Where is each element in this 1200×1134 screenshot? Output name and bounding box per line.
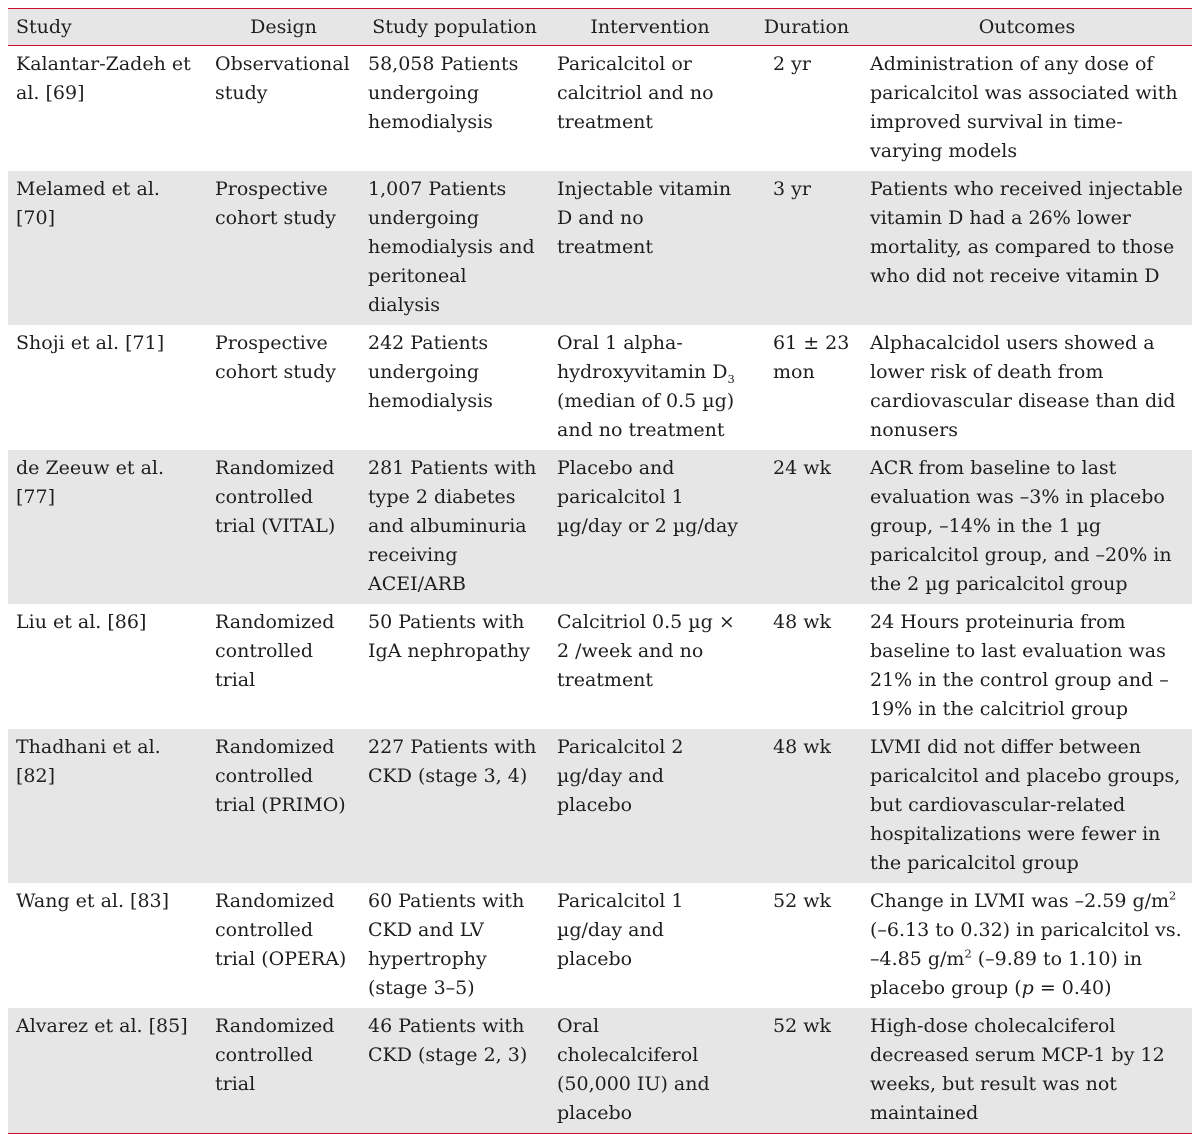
subscript-3: 3: [727, 371, 735, 386]
cell-outcomes: ACR from baseline to last evaluation was –3% in placebo group, –14% in the 1 µg paricalcitol group, and –20% in the 2 µg paricalcitol group: [870, 457, 1172, 595]
cell-design: Observational study: [215, 53, 350, 104]
table-row: [8, 450, 1192, 604]
header-row: [8, 9, 1192, 46]
header-intervention: Intervention: [590, 15, 710, 38]
outcomes-text-d: = 0.40): [1033, 977, 1112, 999]
cell-design: Prospective cohort study: [215, 332, 337, 383]
superscript-2: 2: [964, 946, 972, 961]
table-row: [8, 325, 1192, 450]
cell-duration: 2 yr: [773, 53, 811, 75]
table-row: [8, 729, 1192, 883]
cell-outcomes: Administration of any dose of paricalcitol was associated with improved survival in time-varying models: [870, 53, 1178, 162]
cell-study: Alvarez et al. [85]: [16, 1015, 188, 1037]
cell-design: Randomized controlled trial: [215, 611, 335, 691]
header-population: Study population: [372, 15, 537, 38]
outcomes-text-c: (–9.89 to 1.10) in placebo group (: [870, 948, 1143, 999]
cell-intervention: Paricalcitol or calcitriol and no treatment: [557, 53, 714, 133]
table-header: [8, 9, 1192, 46]
cell-intervention: Paricalcitol 1 µg/day and placebo: [557, 890, 684, 970]
cell-study: Kalantar-Zadeh et al. [69]: [16, 53, 191, 104]
cell-population: 227 Patients with CKD (stage 3, 4): [368, 736, 537, 787]
cell-duration: 52 wk: [773, 890, 831, 912]
outcomes-text-a: Change in LVMI was –2.59 g/m: [870, 890, 1170, 912]
cell-duration: 52 wk: [773, 1015, 831, 1037]
cell-intervention: Injectable vitamin D and no treatment: [557, 178, 732, 258]
table-row: [8, 46, 1192, 172]
cell-population: 1,007 Patients undergoing hemodialysis and peritoneal dialysis: [368, 178, 535, 316]
table-row: [8, 171, 1192, 325]
table-row: [8, 883, 1192, 1008]
table-body: [8, 46, 1192, 1134]
studies-table: [8, 8, 1192, 1134]
cell-outcomes: High-dose cholecalciferol decreased serum MCP-1 by 12 weeks, but result was not maintained: [870, 1015, 1165, 1124]
cell-intervention: Oral cholecalciferol (50,000 IU) and placebo: [557, 1015, 710, 1124]
cell-population: 46 Patients with CKD (stage 2, 3): [368, 1015, 528, 1066]
cell-population: 50 Patients with IgA nephropathy: [368, 611, 530, 662]
p-value-symbol: p: [1021, 977, 1034, 999]
header-design: Design: [250, 15, 317, 38]
table-row: [8, 1008, 1192, 1134]
cell-outcomes: Patients who received injectable vitamin D had a 26% lower mortality, as compared to those who did not receive vitamin D: [870, 178, 1183, 287]
cell-outcomes: Alphacalcidol users showed a lower risk of death from cardiovascular disease than did nonusers: [870, 332, 1176, 441]
header-study: Study: [16, 15, 72, 38]
cell-intervention: Paricalcitol 2 µg/day and placebo: [557, 736, 684, 816]
cell-population: 242 Patients undergoing hemodialysis: [368, 332, 493, 412]
cell-intervention: Calcitriol 0.5 µg × 2 /week and no treatment: [557, 611, 735, 691]
cell-duration: 24 wk: [773, 457, 831, 479]
cell-study: Shoji et al. [71]: [16, 332, 165, 354]
cell-population: 58,058 Patients undergoing hemodialysis: [368, 53, 519, 133]
outcomes-text-b: (–6.13 to 0.32) in paricalcitol vs. –4.85 g/m: [870, 919, 1182, 970]
cell-population: 281 Patients with type 2 diabetes and albuminuria receiving ACEI/ARB: [368, 457, 537, 595]
cell-study: Thadhani et al. [82]: [16, 736, 161, 787]
cell-duration: 48 wk: [773, 736, 831, 758]
header-outcomes: Outcomes: [978, 15, 1076, 38]
cell-duration: 3 yr: [773, 178, 811, 200]
cell-duration: 61 ± 23 mon: [773, 332, 850, 383]
cell-outcomes: 24 Hours proteinuria from baseline to last evaluation was 21% in the control group and –19% in the calcitriol group: [870, 611, 1169, 720]
cell-design: Randomized controlled trial (OPERA): [215, 890, 347, 970]
cell-population: 60 Patients with CKD and LV hypertrophy (stage 3–5): [368, 890, 525, 999]
cell-design: Randomized controlled trial: [215, 1015, 335, 1095]
cell-intervention: [549, 325, 751, 450]
cell-study: Melamed et al. [70]: [16, 178, 160, 229]
cell-outcomes: [862, 883, 1192, 1008]
intervention-text-a: Oral 1 alpha-hydroxyvitamin D: [557, 332, 728, 383]
cell-design: Randomized controlled trial (PRIMO): [215, 736, 346, 816]
superscript-2: 2: [1169, 888, 1177, 903]
table-row: [8, 604, 1192, 729]
intervention-text-b: (median of 0.5 µg) and no treatment: [557, 390, 735, 441]
cell-study: de Zeeuw et al. [77]: [16, 457, 165, 508]
header-duration: Duration: [763, 15, 850, 38]
cell-design: Prospective cohort study: [215, 178, 337, 229]
cell-duration: 48 wk: [773, 611, 831, 633]
cell-outcomes: LVMI did not differ between paricalcitol and placebo groups, but cardiovascular-related hospitalizations were fewer in the paricalcitol group: [870, 736, 1181, 874]
cell-study: Liu et al. [86]: [16, 611, 147, 633]
cell-intervention: Placebo and paricalcitol 1 µg/day or 2 µg/day: [557, 457, 739, 537]
cell-study: Wang et al. [83]: [16, 890, 170, 912]
cell-design: Randomized controlled trial (VITAL): [215, 457, 336, 537]
